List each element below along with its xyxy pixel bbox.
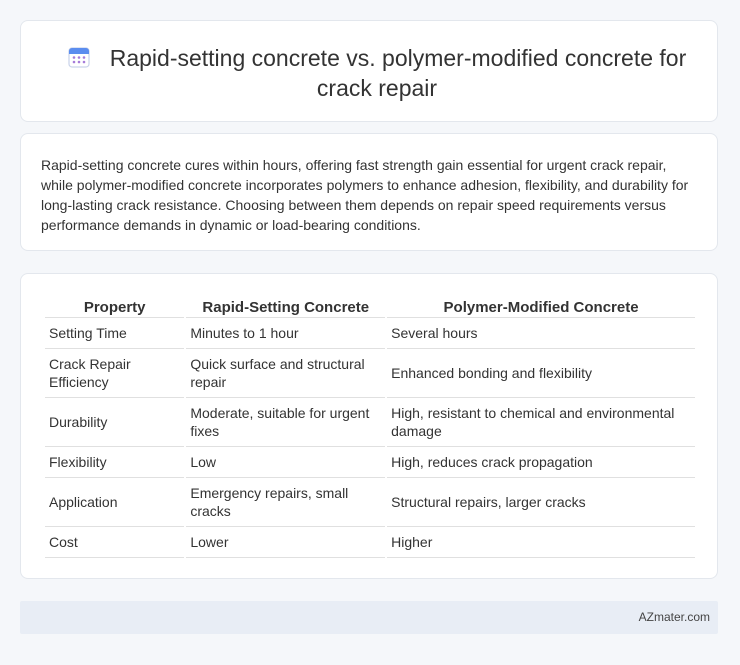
cell-rapid-setting: Lower [186, 527, 385, 558]
comparison-card [20, 273, 718, 579]
table-row [45, 349, 695, 398]
cell-polymer-modified: Several hours [387, 318, 695, 349]
header-property: Property [45, 296, 184, 318]
header-rapid-setting: Rapid-Setting Concrete [186, 296, 385, 318]
cell-property: Flexibility [45, 447, 184, 478]
cell-rapid-setting: Moderate, suitable for urgent fixes [186, 398, 385, 447]
cell-rapid-setting: Low [186, 447, 385, 478]
cell-polymer-modified: Enhanced bonding and flexibility [387, 349, 695, 398]
cell-polymer-modified: High, reduces crack propagation [387, 447, 695, 478]
page-title-wrap [51, 43, 703, 103]
table-row [45, 447, 695, 478]
comparison-table [43, 296, 697, 558]
table-row [45, 478, 695, 527]
table-row [45, 398, 695, 447]
cell-rapid-setting: Minutes to 1 hour [186, 318, 385, 349]
table-row [45, 318, 695, 349]
summary-card [20, 133, 718, 251]
cell-polymer-modified: Structural repairs, larger cracks [387, 478, 695, 527]
header-polymer-modified: Polymer-Modified Concrete [387, 296, 695, 318]
title-card [20, 20, 718, 122]
cell-rapid-setting: Emergency repairs, small cracks [186, 478, 385, 527]
summary-text: Rapid-setting concrete cures within hours, offering fast strength gain essential for urgent crack repair, while polymer-modified concrete incorporates polymers to enhance adhesion, flexibility, and durability for long-lasting crack resistance. Choosing between them depends on repair speed requirements versus performance demands in dynamic or load-bearing conditions. [41, 157, 689, 233]
cell-property: Cost [45, 527, 184, 558]
cell-rapid-setting: Quick surface and structural repair [186, 349, 385, 398]
table-row [45, 527, 695, 558]
footer-bar [20, 601, 718, 634]
cell-polymer-modified: High, resistant to chemical and environmental damage [387, 398, 695, 447]
cell-polymer-modified: Higher [387, 527, 695, 558]
footer-brand[interactable]: AZmater.com [638, 610, 710, 624]
cell-property: Setting Time [45, 318, 184, 349]
cell-property: Crack Repair Efficiency [45, 349, 184, 398]
calendar-icon [68, 45, 90, 67]
cell-property: Application [45, 478, 184, 527]
table-header-row [45, 296, 695, 318]
page-title: Rapid-setting concrete vs. polymer-modified concrete for crack repair [109, 45, 687, 101]
cell-property: Durability [45, 398, 184, 447]
